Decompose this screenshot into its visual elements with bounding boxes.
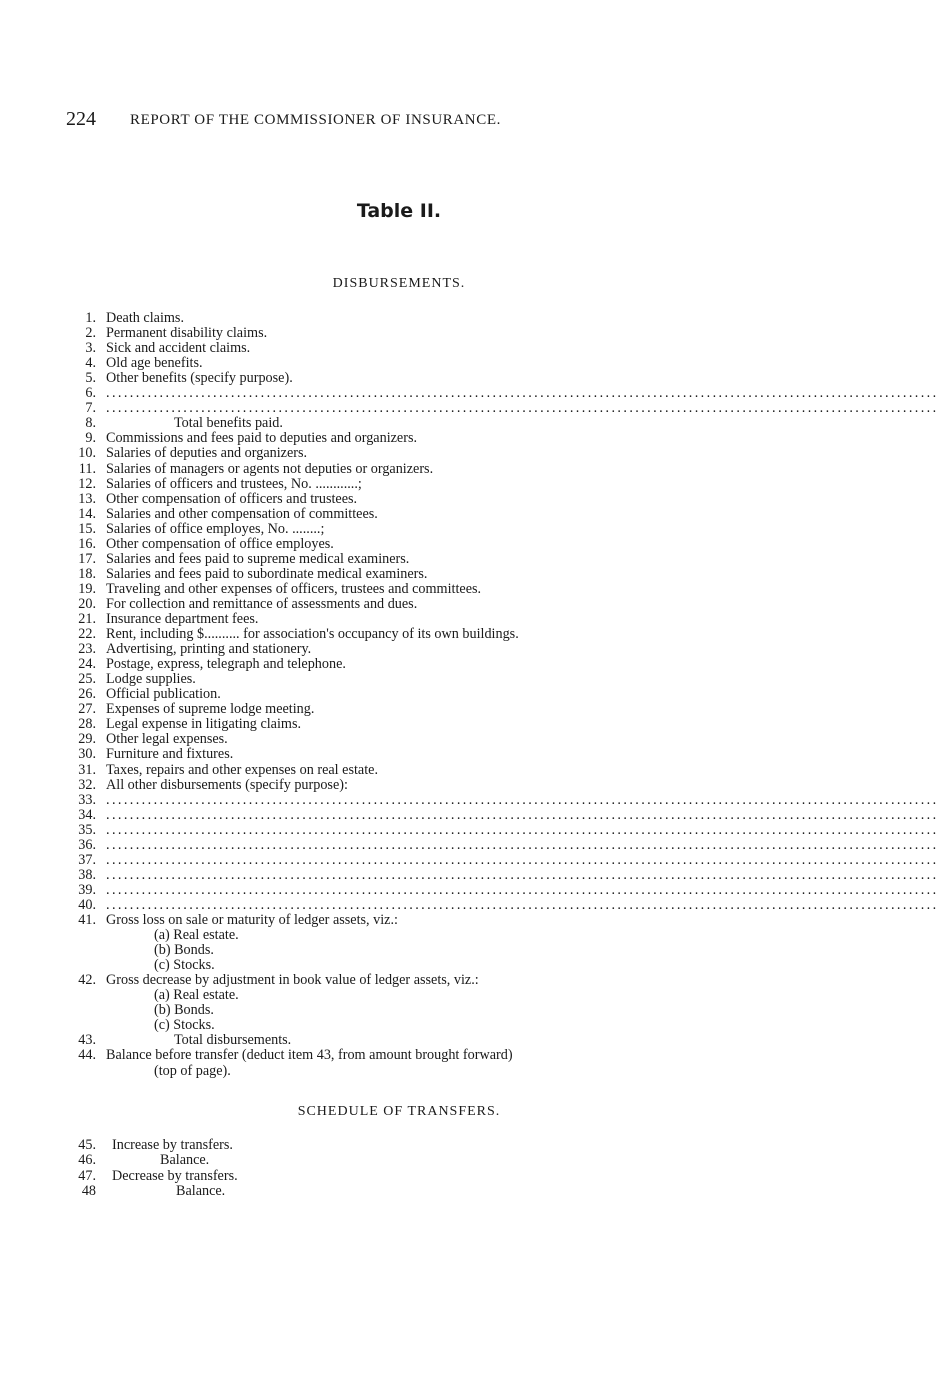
item-number: 31. (78, 761, 96, 778)
item-text: All other disbursements (specify purpose): (106, 776, 348, 793)
list-item (70, 476, 730, 492)
list-item (70, 355, 730, 371)
list-item (70, 581, 730, 597)
item-number: 23. (78, 641, 96, 658)
list-item (70, 656, 730, 672)
item-number: 47. (78, 1167, 96, 1184)
list-item (70, 1137, 730, 1153)
blank-entry-line (70, 400, 939, 417)
list-item (70, 370, 730, 386)
item-number: 39. (78, 881, 96, 898)
list-item (70, 445, 730, 461)
item-text: Gross decrease by adjustment in book value of ledger assets, viz.: (106, 972, 479, 989)
item-text: Salaries and fees paid to subordinate medical examiners. (106, 565, 428, 582)
list-item (70, 415, 730, 431)
item-number: 3. (85, 340, 96, 357)
item-text: Advertising, printing and stationery. (106, 641, 312, 658)
item-text: Other legal expenses. (106, 731, 228, 748)
item-number: 44. (78, 1047, 96, 1064)
item-number: 35. (78, 821, 96, 838)
item-number: 46. (78, 1152, 96, 1169)
list-item (70, 641, 730, 657)
item-text: Salaries and fees paid to supreme medical examiners. (106, 550, 410, 567)
dotted-leader: ............................................................................................................................................ (106, 385, 939, 402)
dotted-leader: ............................................................................................................................................ (106, 400, 939, 417)
list-item (70, 671, 730, 687)
item-number: 9. (85, 430, 96, 447)
dotted-leader: ............................................................................................................................................ (106, 851, 939, 868)
item-text: Traveling and other expenses of officers, trustees and committees. (106, 580, 482, 597)
item-text: Legal expense in litigating claims. (106, 716, 302, 733)
blank-entry-line (70, 821, 939, 838)
disbursements-heading: DISBURSEMENTS. (332, 276, 466, 291)
list-item (70, 1002, 730, 1018)
item-number: 8. (85, 415, 96, 432)
item-text: (b) Bonds. (154, 942, 214, 959)
item-number: 36. (78, 836, 96, 853)
item-number: 45. (78, 1137, 96, 1153)
item-number: 4. (85, 355, 96, 372)
item-number: 27. (78, 701, 96, 718)
item-text: (a) Real estate. (154, 927, 239, 944)
list-item (70, 1183, 730, 1199)
item-number: 7. (85, 400, 96, 417)
list-item (70, 430, 730, 446)
item-number: 19. (78, 580, 96, 597)
list-item (70, 731, 730, 747)
table-title: Table II. (356, 200, 442, 222)
item-number: 34. (78, 806, 96, 823)
dotted-leader: ............................................................................................................................................ (106, 881, 939, 898)
item-number: 37. (78, 851, 96, 868)
list-item (70, 340, 730, 356)
item-number: 40. (78, 896, 96, 913)
item-number: 29. (78, 731, 96, 748)
list-item (70, 1063, 730, 1079)
item-number: 42. (78, 972, 96, 989)
list-item (70, 1168, 730, 1184)
list-item (70, 325, 730, 341)
item-number: 12. (78, 475, 96, 492)
item-number: 26. (78, 686, 96, 703)
list-item (70, 762, 730, 778)
item-number: 11. (78, 460, 96, 477)
item-text: Salaries of office employes, No. ........; (106, 520, 325, 537)
item-number: 48 (81, 1182, 96, 1199)
item-number: 20. (78, 595, 96, 612)
list-item (70, 551, 730, 567)
item-number: 15. (78, 520, 96, 537)
running-title: REPORT OF THE COMMISSIONER OF INSURANCE. (130, 112, 501, 128)
item-text: Postage, express, telegraph and telephone. (106, 656, 346, 673)
page-number: 224 (66, 108, 96, 130)
item-text: Taxes, repairs and other expenses on real estate. (106, 761, 379, 778)
item-text: Total disbursements. (174, 1032, 292, 1049)
item-text: Rent, including $.......... for association's occupancy of its own buildings. (106, 626, 519, 643)
item-number: 14. (78, 505, 96, 522)
item-number: 25. (78, 671, 96, 688)
item-text: Sick and accident claims. (106, 340, 251, 357)
item-text: Salaries of managers or agents not deputies or organizers. (106, 460, 434, 477)
item-text: (b) Bonds. (154, 1002, 214, 1019)
list-item (70, 987, 730, 1003)
item-number: 17. (78, 550, 96, 567)
blank-entry-line (70, 806, 939, 823)
item-text: (top of page). (154, 1062, 231, 1079)
list-item (70, 461, 730, 477)
item-number: 16. (78, 535, 96, 552)
dotted-leader: ............................................................................................................................................ (106, 866, 939, 883)
list-item (70, 1017, 730, 1033)
list-item (70, 1152, 730, 1168)
list-item (70, 716, 730, 732)
blank-entry-line (70, 866, 939, 883)
item-number: 1. (85, 310, 96, 326)
item-text: Death claims. (106, 310, 185, 326)
item-number: 10. (78, 445, 96, 462)
item-text: Commissions and fees paid to deputies and organizers. (106, 430, 418, 447)
item-text: Salaries and other compensation of committees. (106, 505, 378, 522)
item-text: Salaries of officers and trustees, No. ............; (106, 475, 362, 492)
list-item (70, 1047, 730, 1063)
item-text: Other benefits (specify purpose). (106, 370, 293, 387)
list-item (70, 746, 730, 762)
item-number: 2. (85, 325, 96, 342)
item-text: Expenses of supreme lodge meeting. (106, 701, 315, 718)
item-number: 6. (85, 385, 96, 402)
item-number: 30. (78, 746, 96, 763)
blank-entry-line (70, 851, 939, 868)
item-number: 13. (78, 490, 96, 507)
item-text: Balance. (160, 1152, 210, 1169)
item-text: Gross loss on sale or maturity of ledger assets, viz.: (106, 912, 398, 928)
item-number: 22. (78, 626, 96, 643)
item-text: Salaries of deputies and organizers. (106, 445, 308, 462)
item-number: 33. (78, 791, 96, 808)
item-text: Furniture and fixtures. (106, 746, 234, 763)
dotted-leader: ............................................................................................................................................ (106, 836, 939, 853)
item-text: (c) Stocks. (154, 957, 215, 974)
list-item (70, 626, 730, 642)
item-number: 38. (78, 866, 96, 883)
item-text: Balance before transfer (deduct item 43, from amount brought forward) (106, 1047, 513, 1064)
item-text: Decrease by transfers. (112, 1167, 238, 1184)
item-text: (a) Real estate. (154, 987, 239, 1004)
item-text: Insurance department fees. (106, 611, 259, 627)
dotted-leader: ............................................................................................................................................ (106, 896, 939, 913)
list-item (70, 972, 730, 988)
item-number: 5. (85, 370, 96, 387)
item-number: 21. (78, 611, 96, 627)
list-item (70, 957, 730, 973)
list-item (70, 777, 730, 793)
item-number: 41. (78, 912, 96, 928)
list-item (70, 566, 730, 582)
item-text: Old age benefits. (106, 355, 203, 372)
list-item (70, 912, 730, 928)
list-item (70, 942, 730, 958)
item-text: Official publication. (106, 686, 221, 703)
page-header (66, 108, 626, 131)
item-number: 24. (78, 656, 96, 673)
item-text: For collection and remittance of assessments and dues. (106, 595, 418, 612)
list-item (70, 491, 730, 507)
item-text: Balance. (176, 1182, 226, 1199)
item-text: Total benefits paid. (174, 415, 283, 432)
item-text: Lodge supplies. (106, 671, 196, 688)
list-item (70, 611, 730, 627)
list-item (70, 536, 730, 552)
item-number: 43. (78, 1032, 96, 1049)
blank-entry-line (70, 791, 939, 808)
list-item (70, 701, 730, 717)
blank-entry-line (70, 881, 939, 898)
blank-entry-line (70, 836, 939, 853)
item-number: 28. (78, 716, 96, 733)
list-item (70, 506, 730, 522)
list-item (70, 310, 730, 326)
item-text: Other compensation of office employes. (106, 535, 334, 552)
blank-entry-line (70, 896, 939, 913)
item-text: Permanent disability claims. (106, 325, 268, 342)
transfers-heading: SCHEDULE OF TRANSFERS. (297, 1104, 501, 1119)
dotted-leader: ............................................................................................................................................ (106, 791, 939, 808)
dotted-leader: ............................................................................................................................................ (106, 806, 939, 823)
item-text: Other compensation of officers and trustees. (106, 490, 358, 507)
item-number: 32. (78, 776, 96, 793)
dotted-leader: ............................................................................................................................................ (106, 821, 939, 838)
list-item (70, 596, 730, 612)
blank-entry-line (70, 385, 939, 402)
item-text: Increase by transfers. (112, 1137, 233, 1153)
list-item (70, 521, 730, 537)
list-item (70, 686, 730, 702)
list-item (70, 927, 730, 943)
item-number: 18. (78, 565, 96, 582)
list-item (70, 1032, 730, 1048)
item-text: (c) Stocks. (154, 1017, 215, 1034)
